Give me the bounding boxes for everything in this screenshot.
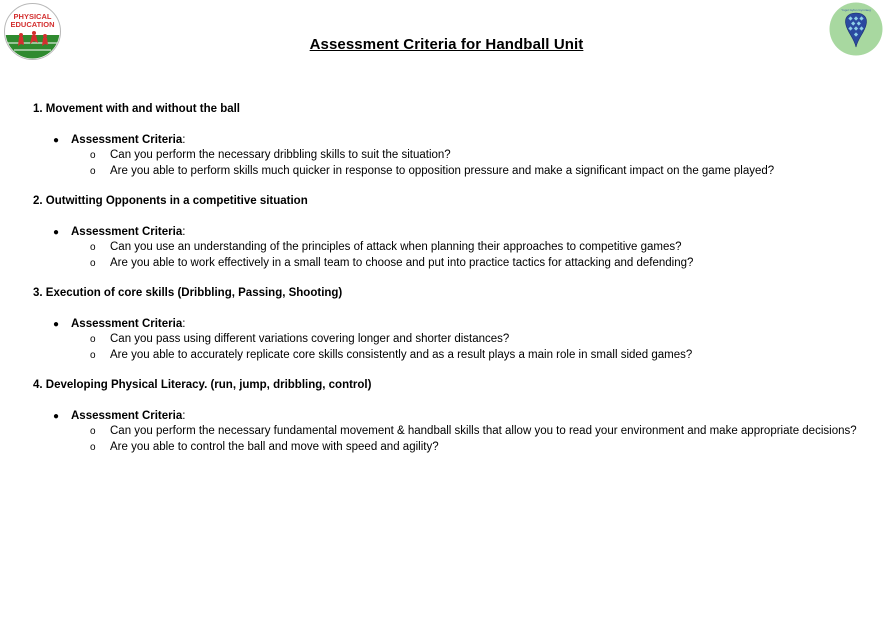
section-physical-literacy	[33, 378, 873, 455]
circle-bullet-icon: o	[90, 165, 96, 177]
bullet-icon: ●	[53, 226, 60, 238]
section-outwitting	[33, 194, 873, 271]
question-text: Are you able to work effectively in a small team to choose and put into practice tactics for attacking and defending?	[110, 256, 694, 269]
criteria-label: Assessment Criteria	[71, 317, 183, 330]
question-text: Can you perform the necessary dribbling skills to suit the situation?	[110, 149, 451, 161]
circle-bullet-icon: o	[90, 349, 96, 361]
circle-bullet-icon: o	[90, 441, 96, 453]
question-item	[90, 348, 873, 364]
logo-text-line2: EDUCATION	[10, 20, 55, 29]
question-text: Can you use an understanding of the principles of attack when planning their approaches to competitive games?	[110, 241, 682, 253]
page-title: Assessment Criteria for Handball Unit	[309, 36, 584, 53]
criteria-colon: :	[182, 225, 186, 238]
question-item	[90, 256, 873, 272]
criteria-label-row	[33, 317, 873, 333]
question-item	[90, 440, 873, 456]
section-heading: 3. Execution of core skills (Dribbling, Passing, Shooting)	[33, 287, 343, 299]
logo-text-line1: PHYSICAL	[13, 12, 52, 21]
question-text: Are you able to perform skills much quicker in response to opposition pressure and make a significant impact on the game played?	[110, 164, 775, 177]
question-text: Can you perform the necessary fundamental movement & handball skills that allow you to read your environment and make appropriate decisions?	[110, 425, 857, 437]
bullet-icon: ●	[53, 318, 60, 330]
criteria-label: Assessment Criteria	[71, 225, 183, 238]
question-item	[90, 332, 873, 348]
criteria-colon: :	[182, 409, 186, 422]
circle-bullet-icon: o	[90, 334, 96, 345]
bullet-icon: ●	[53, 134, 60, 146]
circle-bullet-icon: o	[90, 242, 96, 253]
criteria-label-row	[33, 225, 873, 241]
question-list	[33, 240, 873, 271]
question-item	[90, 164, 873, 180]
criteria-label-row	[33, 409, 873, 425]
section-heading: 4. Developing Physical Literacy. (run, jump, dribbling, control)	[33, 379, 372, 391]
question-item	[90, 240, 873, 256]
question-text: Can you pass using different variations covering longer and shorter distances?	[110, 333, 510, 345]
question-text: Are you able to accurately replicate core skills consistently and as a result plays a main role in small sided games?	[110, 348, 693, 361]
bullet-icon: ●	[53, 410, 60, 422]
criteria-label: Assessment Criteria	[71, 133, 183, 146]
section-heading: 2. Outwitting Opponents in a competitive situation	[33, 195, 308, 207]
question-text: Are you able to control the ball and move with speed and agility?	[110, 440, 439, 453]
question-list	[33, 424, 873, 455]
criteria-colon: :	[182, 317, 186, 330]
question-list	[33, 332, 873, 363]
school-logo-text: Ysgol Gyfun Gymraeg	[841, 8, 871, 12]
section-heading: 1. Movement with and without the ball	[33, 103, 241, 115]
circle-bullet-icon: o	[90, 426, 96, 437]
section-core-skills	[33, 286, 873, 363]
circle-bullet-icon: o	[90, 257, 96, 269]
criteria-colon: :	[182, 133, 186, 146]
criteria-label: Assessment Criteria	[71, 409, 183, 422]
criteria-label-row	[33, 133, 873, 149]
section-movement	[33, 102, 873, 179]
circle-bullet-icon: o	[90, 150, 96, 161]
criteria-document	[33, 102, 873, 470]
question-list	[33, 148, 873, 179]
question-item	[90, 424, 873, 440]
question-item	[90, 148, 873, 164]
